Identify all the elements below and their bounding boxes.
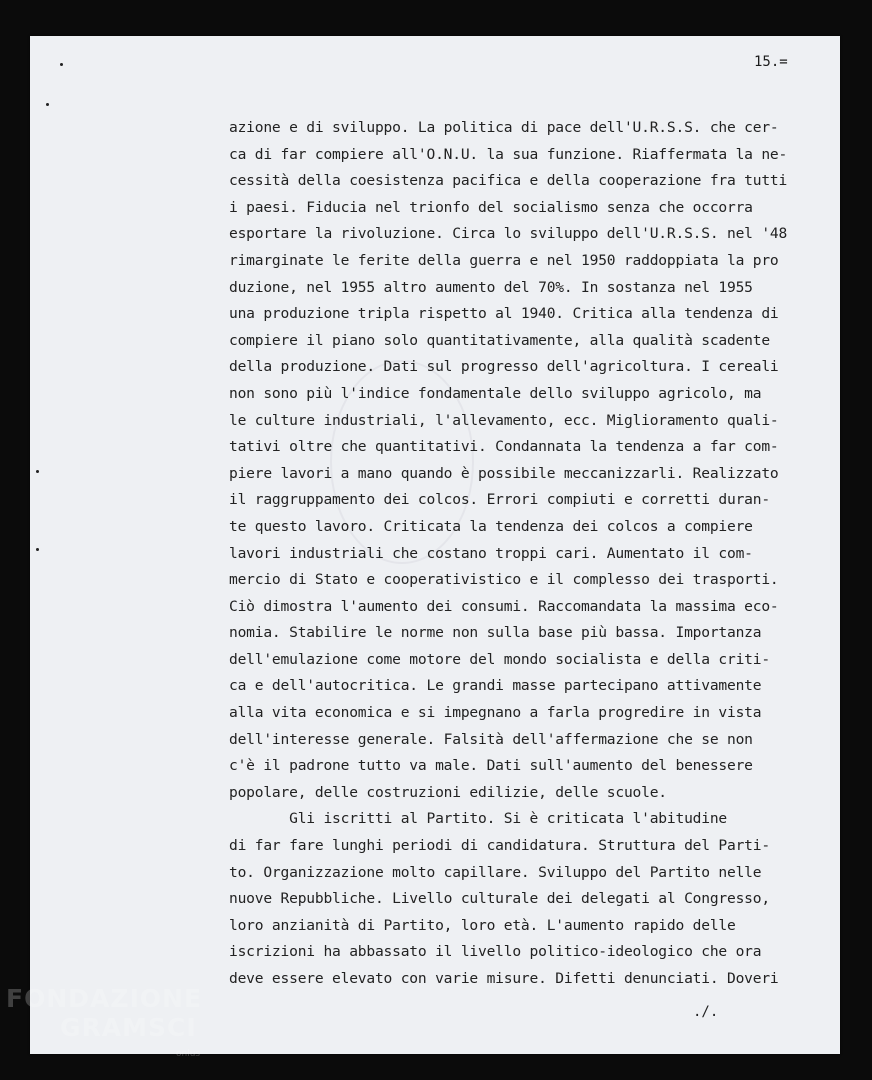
text-line: loro anzianità di Partito, loro età. L'aumento rapido delle	[229, 916, 736, 934]
punch-mark	[46, 103, 49, 106]
text-line: popolare, delle costruzioni edilizie, delle scuole.	[229, 783, 667, 801]
text-line: c'è il padrone tutto va male. Dati sull'aumento del benessere	[229, 757, 753, 775]
page-number: 15.=	[754, 54, 788, 70]
text-line: rimarginate le ferite della guerra e nel 1950 raddoppiata la pro	[229, 251, 779, 269]
text-line: compiere il piano solo quantitativamente, alla qualità scadente	[229, 331, 770, 349]
text-line: dell'emulazione come motore del mondo socialista e della criti-	[229, 650, 770, 668]
text-line: Ciò dimostra l'aumento dei consumi. Raccomandata la massima eco-	[229, 597, 779, 615]
punch-mark	[36, 548, 39, 551]
punch-mark	[36, 470, 39, 473]
watermark-logo	[6, 986, 202, 1040]
watermark-suffix: onlus	[176, 1049, 201, 1059]
text-line: nuove Repubbliche. Livello culturale dei delegati al Congresso,	[229, 890, 770, 908]
continuation-marker: ./.	[693, 1004, 719, 1020]
text-line: cessità della coesistenza pacifica e della cooperazione fra tutti	[229, 172, 788, 190]
text-line: mercio di Stato e cooperativistico e il complesso dei trasporti.	[229, 571, 779, 589]
text-line: deve essere elevato con varie misure. Difetti denunciati. Doveri	[229, 970, 779, 987]
text-line: non sono più l'indice fondamentale dello sviluppo agricolo, ma	[229, 384, 762, 402]
text-line: una produzione tripla rispetto al 1940. Critica alla tendenza di	[229, 305, 779, 323]
text-line: ca di far compiere all'O.N.U. la sua funzione. Riaffermata la ne-	[229, 145, 788, 163]
text-line: il raggruppamento dei colcos. Errori compiuti e corretti duran-	[229, 491, 770, 509]
text-line: te questo lavoro. Criticata la tendenza dei colcos a compiere	[229, 517, 753, 535]
text-line: tativi oltre che quantitativi. Condannata la tendenza a far com-	[229, 438, 779, 456]
typed-text-body	[229, 115, 829, 993]
text-line: le culture industriali, l'allevamento, ecc. Miglioramento quali-	[229, 411, 779, 429]
text-line: piere lavori a mano quando è possibile meccanizzarli. Realizzato	[229, 464, 779, 482]
text-line: dell'interesse generale. Falsità dell'affermazione che se non	[229, 730, 753, 748]
text-line: alla vita economica e si impegnano a farla progredire in vista	[229, 704, 762, 722]
text-line: esportare la rivoluzione. Circa lo sviluppo dell'U.R.S.S. nel '48	[229, 225, 788, 243]
text-line: azione e di sviluppo. La politica di pace dell'U.R.S.S. che cer-	[229, 119, 779, 136]
text-line: nomia. Stabilire le norme non sulla base più bassa. Importanza	[229, 624, 762, 642]
text-line: i paesi. Fiducia nel trionfo del socialismo senza che occorra	[229, 198, 753, 216]
text-line: ca e dell'autocritica. Le grandi masse partecipano attivamente	[229, 677, 762, 695]
text-line: di far fare lunghi periodi di candidatura. Struttura del Parti-	[229, 837, 770, 855]
text-line: della produzione. Dati sul progresso dell'agricoltura. I cereali	[229, 358, 779, 376]
text-line: duzione, nel 1955 altro aumento del 70%. In sostanza nel 1955	[229, 278, 753, 296]
text-line: iscrizioni ha abbassato il livello politico-ideologico che ora	[229, 943, 762, 961]
watermark-line1: FONDAZIONE	[6, 984, 203, 1013]
text-line: to. Organizzazione molto capillare. Sviluppo del Partito nelle	[229, 863, 762, 881]
text-line: lavori industriali che costano troppi cari. Aumentato il com-	[229, 544, 753, 562]
text-line: Gli iscritti al Partito. Si è criticata l'abitudine	[229, 810, 727, 828]
watermark-line2: GRAMSCI	[60, 1013, 197, 1042]
punch-mark	[60, 63, 63, 66]
